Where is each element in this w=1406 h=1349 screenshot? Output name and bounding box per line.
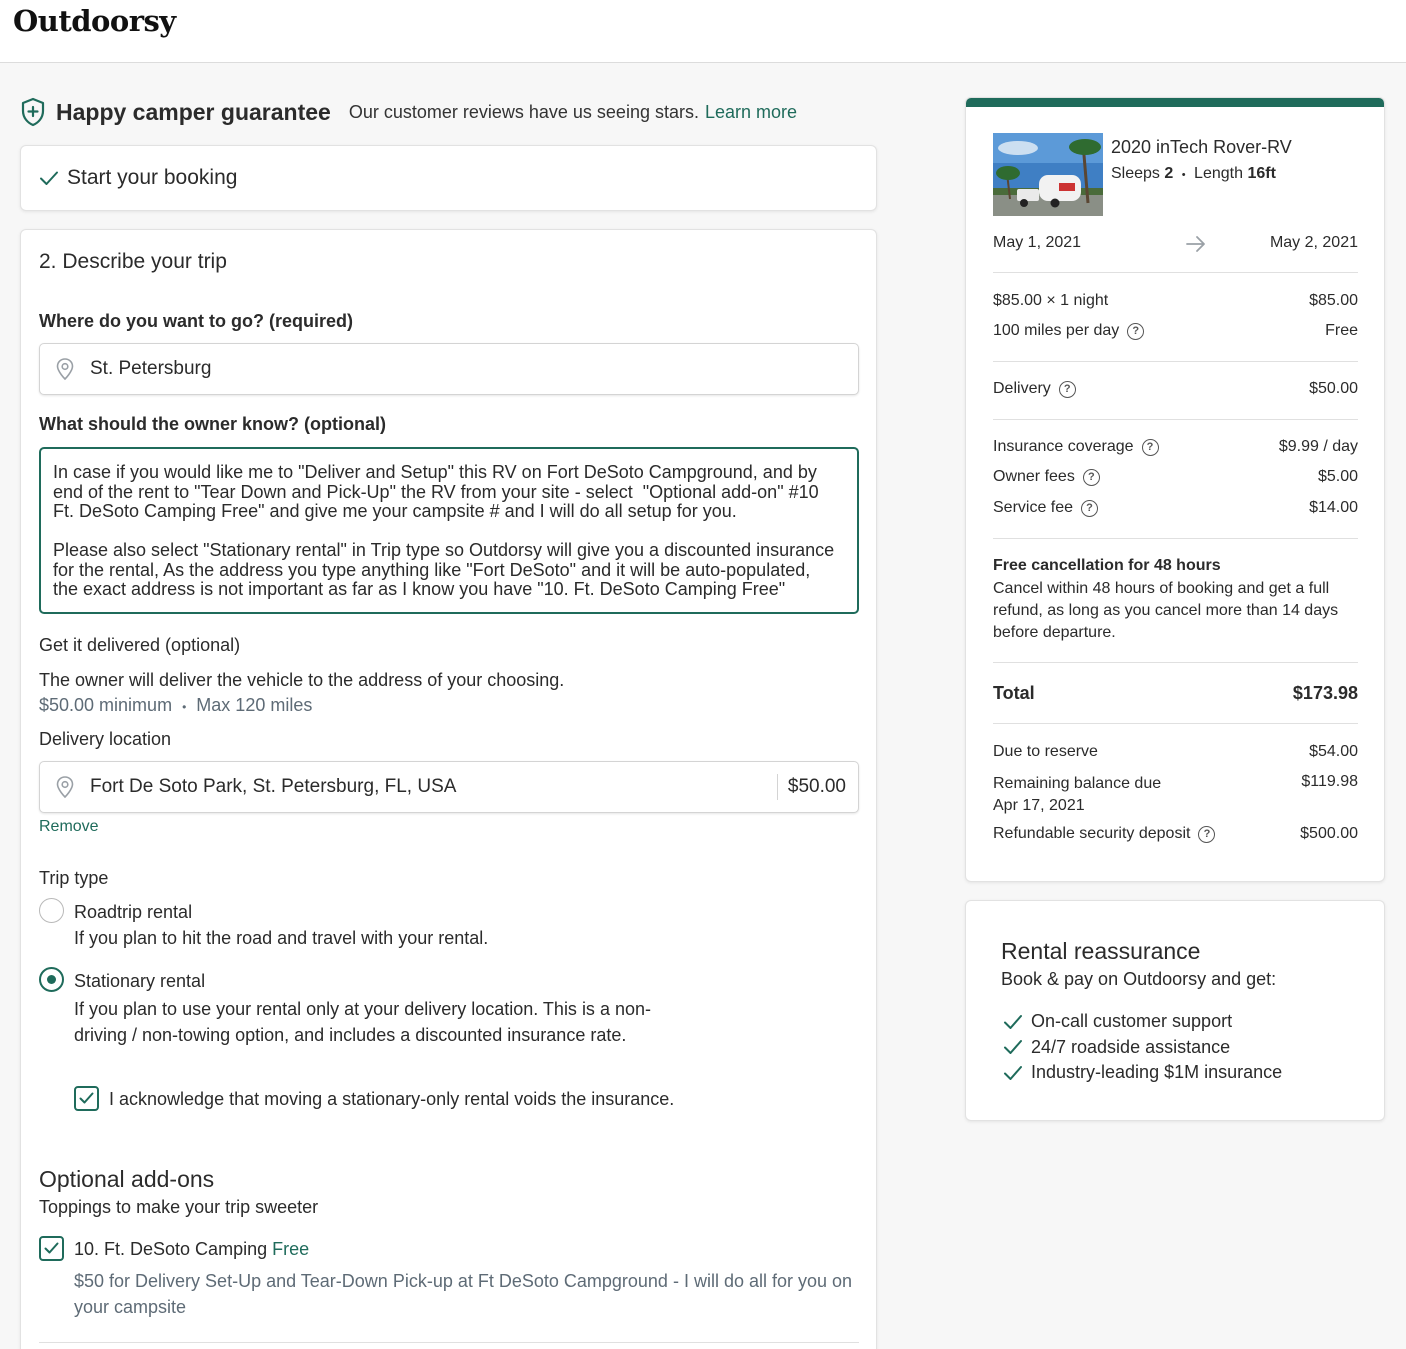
booking-summary — [965, 97, 1385, 882]
check-icon — [39, 168, 59, 188]
shield-plus-icon — [20, 97, 46, 127]
remaining-label: Remaining balance due — [993, 775, 1162, 792]
divider — [993, 419, 1358, 420]
due-row — [993, 743, 1358, 761]
service-fee-row — [993, 499, 1358, 517]
vehicle-specs — [1111, 165, 1276, 183]
total-row — [993, 683, 1358, 704]
reassurance-title: Rental reassurance — [1001, 938, 1201, 964]
help-circle-icon[interactable]: ? — [1081, 500, 1098, 517]
cancellation-text: Cancel within 48 hours of booking and get a full refund, as long as you cancel more than 14 days before departure. — [993, 580, 1339, 641]
summary-accent-bar — [966, 98, 1385, 107]
check-icon — [1003, 1038, 1023, 1056]
bullet-separator: • — [1181, 169, 1186, 181]
addons-divider — [39, 1342, 859, 1343]
list-item — [1003, 1035, 1282, 1061]
addon-checkbox[interactable] — [39, 1236, 64, 1261]
addons-subtitle: Toppings to make your trip sweeter — [39, 1197, 319, 1217]
delivery-location-label: Delivery location — [39, 729, 172, 749]
destination-input[interactable] — [39, 343, 859, 395]
insurance-value: $9.99 / day — [1278, 438, 1358, 455]
trip-type-label: Trip type — [39, 868, 109, 888]
map-pin-icon — [54, 357, 76, 381]
delivery-description: The owner will deliver the vehicle to the address of your choosing. — [39, 670, 565, 690]
end-date: May 2, 2021 — [1269, 234, 1358, 251]
divider — [993, 662, 1358, 663]
addon-name-row[interactable] — [74, 1239, 309, 1260]
remaining-value: $119.98 — [1301, 773, 1358, 790]
help-circle-icon[interactable]: ? — [1059, 381, 1076, 398]
check-icon — [78, 1090, 95, 1107]
total-label: Total — [993, 683, 1035, 703]
owner-fees-value: $5.00 — [1317, 468, 1358, 485]
describe-trip-form — [20, 229, 877, 1349]
top-bar — [0, 0, 1406, 63]
due-label: Due to reserve — [993, 743, 1098, 760]
delivery-location-value: Fort De Soto Park, St. Petersburg, FL, USA — [90, 776, 457, 797]
insurance-label: Insurance coverage — [993, 438, 1134, 455]
deposit-row — [993, 825, 1358, 843]
acknowledge-text[interactable]: I acknowledge that moving a stationary-only rental voids the insurance. — [109, 1089, 675, 1109]
remove-delivery-link[interactable]: Remove — [39, 818, 99, 835]
remaining-date: Apr 17, 2021 — [993, 797, 1085, 814]
stationary-title[interactable]: Stationary rental — [74, 971, 206, 991]
addons-title: Optional add-ons — [39, 1166, 215, 1192]
delivery-minimum: $50.00 minimum — [39, 695, 173, 715]
outdoorsy-logo[interactable]: Outdoorsy — [13, 4, 176, 38]
help-circle-icon[interactable]: ? — [1198, 826, 1215, 843]
stationary-radio[interactable] — [39, 967, 64, 992]
reassurance-item: On-call customer support — [1031, 1011, 1233, 1032]
roadtrip-radio[interactable] — [39, 898, 64, 923]
help-circle-icon[interactable]: ? — [1083, 469, 1100, 486]
length-value: 16ft — [1247, 165, 1276, 182]
start-date: May 1, 2021 — [993, 234, 1082, 251]
bullet-separator: • — [182, 700, 187, 714]
owner-fees-row — [993, 468, 1358, 486]
total-value: $173.98 — [1292, 683, 1358, 703]
check-icon — [1003, 1013, 1023, 1031]
deposit-label: Refundable security deposit — [993, 825, 1191, 842]
delivery-max: Max 120 miles — [196, 695, 313, 715]
list-item — [1003, 1009, 1282, 1035]
owner-fees-label: Owner fees — [993, 468, 1075, 485]
delivery-title-text: Get it delivered (optional) — [39, 635, 241, 655]
check-icon — [43, 1240, 60, 1257]
learn-more-link[interactable]: Learn more — [704, 101, 798, 122]
owner-note-label: What should the owner know? (optional) — [39, 414, 386, 434]
check-icon — [1003, 1064, 1023, 1082]
trip-dates[interactable] — [993, 234, 1358, 254]
length-label: Length — [1194, 165, 1243, 182]
map-pin-icon — [54, 775, 76, 799]
addon-description: $50 for Delivery Set-Up and Tear-Down Pick-up at Ft DeSoto Campground - I will do all for you on your campsite — [74, 1271, 853, 1317]
miles-label: 100 miles per day — [993, 322, 1120, 339]
divider — [993, 272, 1358, 273]
stationary-description: If you plan to use your rental only at your delivery location. This is a non-driving / non-towing option, and includes a discounted insurance rate. — [74, 999, 651, 1045]
roadtrip-title[interactable]: Roadtrip rental — [74, 902, 193, 922]
delivery-fee-value: $50.00 — [1309, 380, 1358, 397]
start-booking-step[interactable] — [20, 145, 877, 211]
delivery-location-price: $50.00 — [777, 774, 858, 800]
section-title: 2. Describe your trip — [39, 250, 227, 273]
start-booking-label: Start your booking — [67, 166, 238, 189]
arrow-right-icon — [1185, 234, 1207, 254]
deposit-value: $500.00 — [1300, 825, 1358, 842]
destination-value: St. Petersburg — [90, 358, 212, 379]
sleeps-value: 2 — [1164, 165, 1174, 182]
guarantee-subtitle: Our customer reviews have us seeing stars. — [348, 101, 699, 122]
reassurance-subtitle: Book & pay on Outdoorsy and get: — [1001, 969, 1277, 989]
miles-row — [993, 322, 1358, 340]
remaining-row — [993, 773, 1358, 817]
roadtrip-description: If you plan to hit the road and travel with your rental. — [74, 928, 489, 948]
vehicle-name[interactable]: 2020 inTech Rover-RV — [1111, 137, 1292, 157]
addon-price: Free — [272, 1239, 310, 1259]
reassurance-list — [1003, 1009, 1282, 1086]
delivery-limits — [39, 695, 312, 716]
nightly-label: $85.00 × 1 night — [993, 292, 1109, 309]
delivery-location-input[interactable] — [39, 761, 859, 813]
help-circle-icon[interactable]: ? — [1142, 439, 1159, 456]
service-fee-value: $14.00 — [1309, 499, 1358, 516]
miles-value: Free — [1325, 322, 1358, 339]
reassurance-item: 24/7 roadside assistance — [1031, 1036, 1231, 1057]
sleeps-label: Sleeps — [1111, 165, 1160, 182]
divider — [993, 361, 1358, 362]
vehicle-photo[interactable] — [993, 133, 1103, 216]
delivery-title — [39, 635, 240, 656]
divider — [993, 538, 1358, 539]
addon-name: 10. Ft. DeSoto Camping — [74, 1239, 268, 1259]
guarantee-banner — [20, 96, 797, 128]
acknowledge-checkbox[interactable] — [74, 1086, 99, 1111]
guarantee-title: Happy camper guarantee — [56, 98, 331, 125]
list-item — [1003, 1060, 1282, 1086]
service-fee-label: Service fee — [993, 499, 1074, 516]
divider — [993, 723, 1358, 724]
delivery-row — [993, 380, 1358, 398]
nightly-row — [993, 292, 1358, 310]
due-value: $54.00 — [1309, 743, 1358, 760]
insurance-row — [993, 438, 1358, 456]
owner-note-textarea[interactable]: In case if you would like me to "Deliver and Setup" this RV on Fort DeSoto Campground, and by end of the rent to "Tear Down and Pick-Up" the RV from your site - select "Optional add-on" #10 Ft. DeSoto Camping Free" and give me your campsite # and I will do all setup for you. Please also select "Stationary rental" in Trip type so Outdorsy will give you a discounted insurance for the rental, As the address you type anything like "Fort DeSoto" and it will be auto-populated, the exact address is not important as far as I know you have "10. Ft. DeSoto Camping Free" — [39, 447, 859, 614]
delivery-fee-label: Delivery — [993, 380, 1051, 397]
rental-reassurance — [965, 900, 1385, 1121]
reassurance-item: Industry-leading $1M insurance — [1031, 1062, 1283, 1083]
cancellation-title: Free cancellation for 48 hours — [993, 557, 1221, 574]
nightly-value: $85.00 — [1309, 292, 1358, 309]
destination-label: Where do you want to go? (required) — [39, 311, 353, 331]
help-circle-icon[interactable]: ? — [1127, 323, 1144, 340]
